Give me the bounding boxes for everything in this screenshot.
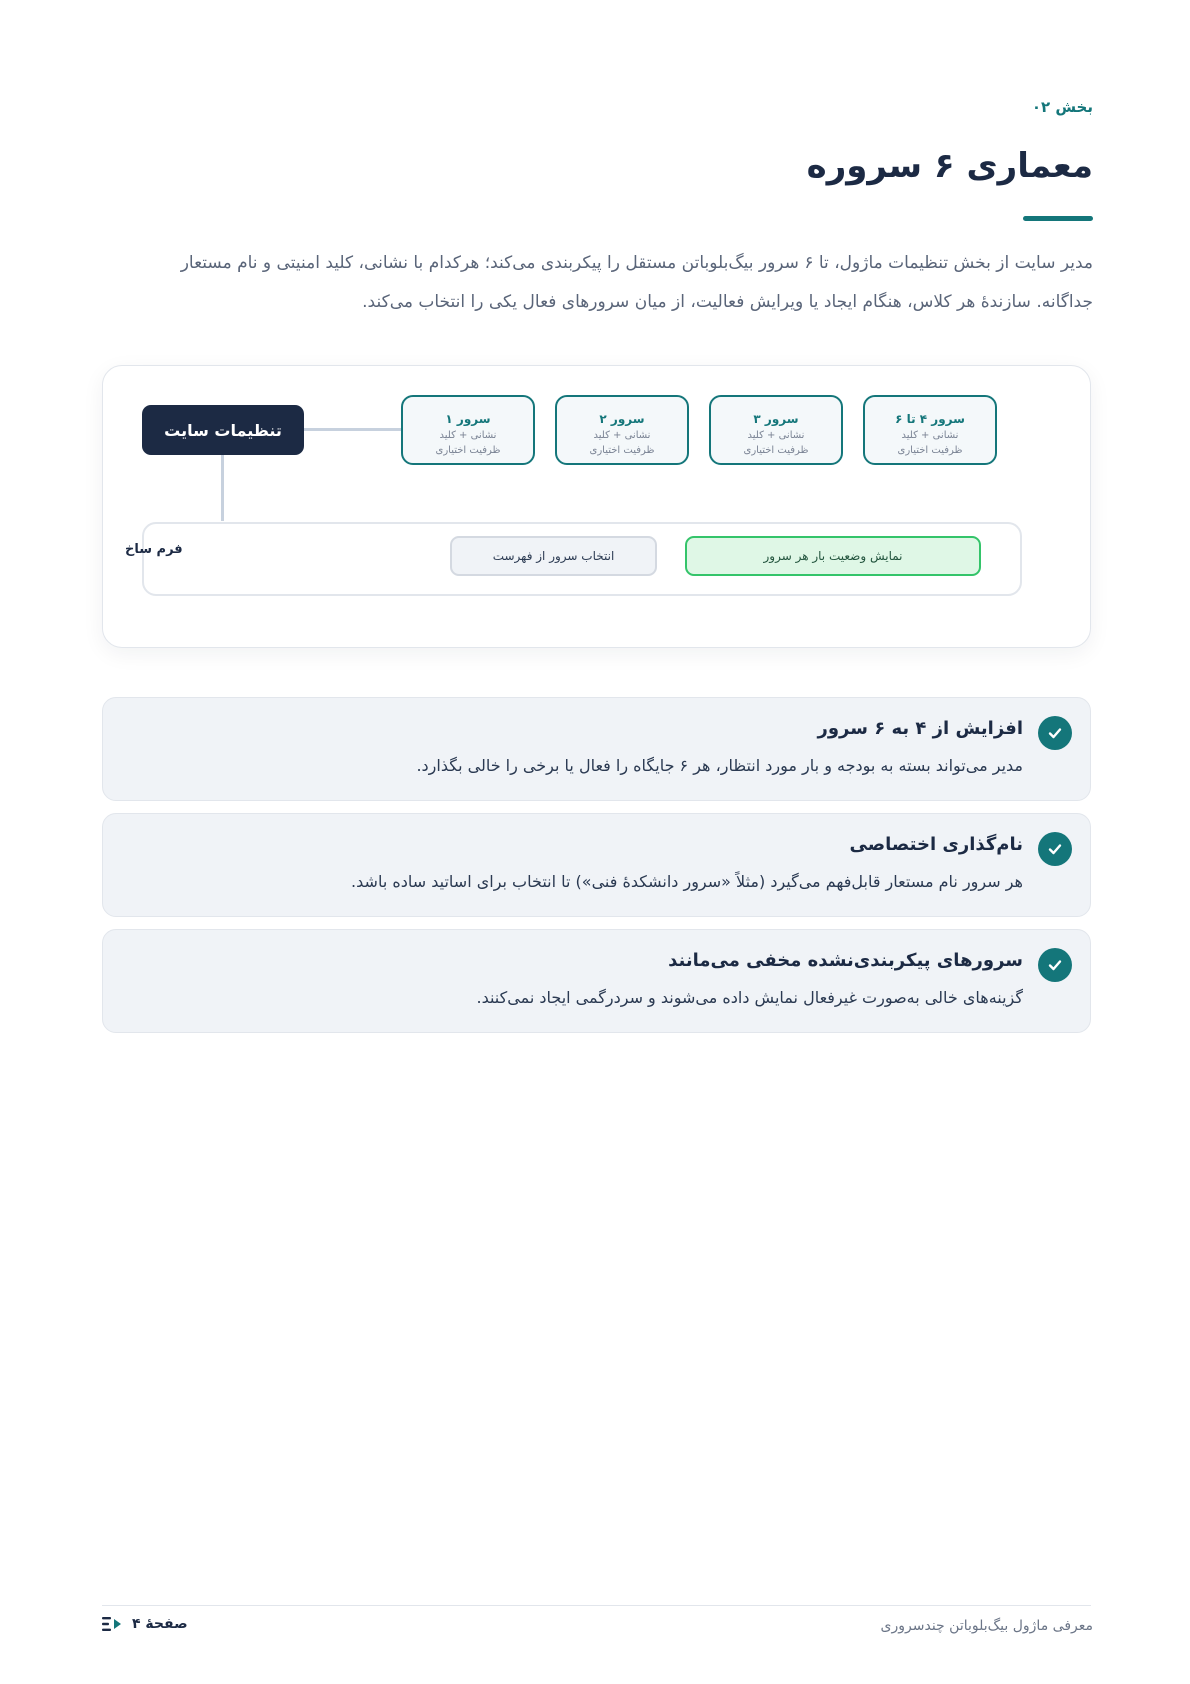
server-name: سرور ۴ تا ۶ <box>895 412 965 426</box>
footer-divider <box>102 1605 1091 1606</box>
site-settings-node: تنظیمات سایت <box>142 405 304 455</box>
feature-card <box>102 697 1091 801</box>
check-icon <box>1038 948 1072 982</box>
server-detail: نشانی + کلید <box>747 430 805 441</box>
server-name: سرور ۳ <box>753 412 799 426</box>
check-icon <box>1038 716 1072 750</box>
server-detail: ظرفیت اختیاری <box>743 445 809 456</box>
feature-description: گزینه‌های خالی به‌صورت غیرفعال نمایش داده می‌شوند و سردرگمی ایجاد نمی‌کنند. <box>476 988 1023 1007</box>
connector-line-vertical <box>221 453 224 521</box>
page-number-label: صفحهٔ ۴ <box>132 1616 188 1632</box>
server-box-3 <box>709 395 843 465</box>
title-underline <box>1023 216 1093 221</box>
server-detail: نشانی + کلید <box>901 430 959 441</box>
server-box-2 <box>555 395 689 465</box>
check-icon <box>1038 832 1072 866</box>
server-detail: ظرفیت اختیاری <box>435 445 501 456</box>
server-detail: ظرفیت اختیاری <box>589 445 655 456</box>
show-load-button[interactable]: نمایش وضعیت بار هر سرور <box>685 536 981 576</box>
feature-description: مدیر می‌تواند بسته به بودجه و بار مورد انتظار، هر ۶ جایگاه را فعال یا برخی را خالی بگذارد. <box>416 756 1023 775</box>
footer-page-number <box>102 1616 188 1632</box>
feature-title: نام‌گذاری اختصاصی <box>849 834 1023 855</box>
feature-title: سرورهای پیکربندی‌نشده مخفی می‌مانند <box>668 950 1023 971</box>
document-logo-icon <box>102 1616 122 1632</box>
footer-doc-title: معرفی ماژول بیگ‌بلوباتن چندسروری <box>880 1618 1093 1634</box>
feature-description: هر سرور نام مستعار قابل‌فهم می‌گیرد (مثلاً «سرور دانشکدهٔ فنی») تا انتخاب برای اساتید ساده باشد. <box>351 872 1023 891</box>
server-name: سرور ۲ <box>599 412 645 426</box>
feature-card <box>102 813 1091 917</box>
form-label: فرم ساخ <box>125 542 183 557</box>
server-detail: نشانی + کلید <box>439 430 497 441</box>
page-title: معماری ۶ سروره <box>806 146 1093 186</box>
section-label: بخش ۰۲ <box>1031 98 1093 116</box>
server-detail: نشانی + کلید <box>593 430 651 441</box>
feature-card <box>102 929 1091 1033</box>
pick-server-button[interactable]: انتخاب سرور از فهرست <box>450 536 657 576</box>
feature-title: افزایش از ۴ به ۶ سرور <box>817 718 1023 739</box>
server-box-4-to-6 <box>863 395 997 465</box>
intro-paragraph: مدیر سایت از بخش تنظیمات ماژول، تا ۶ سرور بیگ‌بلوباتن مستقل را پیکربندی می‌کند؛ هرکدام با نشانی، کلید امنیتی و نام مستعار جداگانه. سازندهٔ هر کلاس، هنگام ایجاد یا ویرایش فعالیت، از میان سرورهای فعال یکی را انتخاب می‌کند. <box>180 253 1093 312</box>
server-name: سرور ۱ <box>445 412 491 426</box>
server-detail: ظرفیت اختیاری <box>897 445 963 456</box>
server-box-1 <box>401 395 535 465</box>
